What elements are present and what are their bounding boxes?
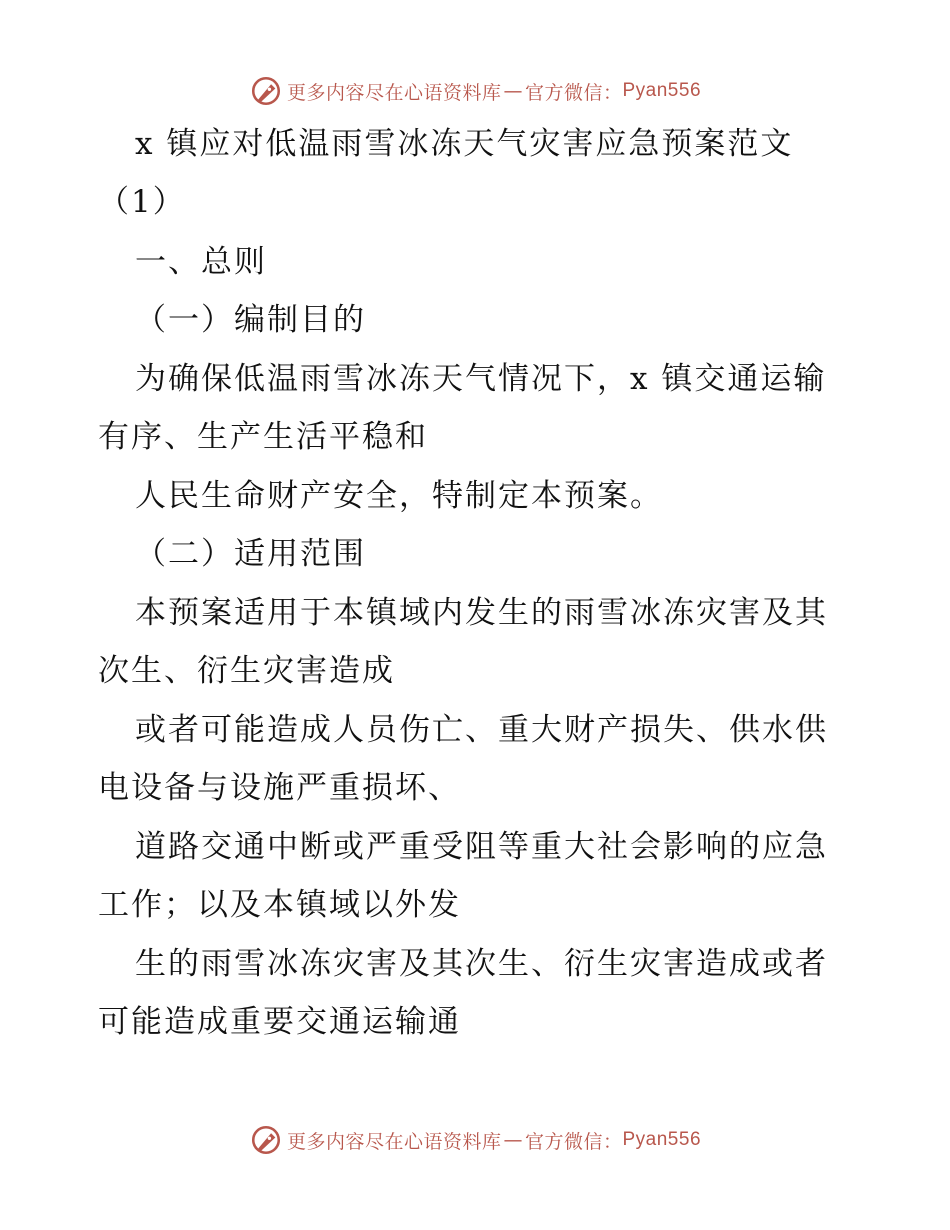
footer-watermark-banner [0, 1120, 950, 1160]
document-title: x 镇应对低温雨雪冰冻天气灾害应急预案范文 [135, 126, 794, 162]
paragraph-line: 有序、生产生活平稳和 [98, 419, 428, 455]
paragraph-line: 或者可能造成人员伤亡、重大财产损失、供水供 [135, 712, 828, 748]
banner-dash: — [503, 1129, 523, 1151]
paragraph-line: 生的雨雪冰冻灾害及其次生、衍生灾害造成或者 [135, 946, 828, 982]
paragraph-line: 工作；以及本镇域以外发 [98, 887, 461, 923]
banner-handle: Pyan556 [622, 1129, 702, 1150]
banner-wechat-label: 官方微信： [524, 81, 623, 104]
section-heading: 一、总则 [135, 244, 267, 280]
banner-text: 更多内容尽在心语资料库 [286, 81, 502, 104]
banner-text: 更多内容尽在心语资料库 [286, 1130, 502, 1153]
subsection-heading: （二）适用范围 [135, 536, 366, 572]
paragraph-line: 道路交通中断或严重受阻等重大社会影响的应急 [135, 829, 828, 865]
header-watermark-banner [0, 71, 950, 111]
banner-dash: — [503, 80, 523, 102]
document-title-continued: （1） [98, 184, 186, 220]
pen-nib-logo-icon [249, 1123, 283, 1157]
paragraph-line: 可能造成重要交通运输通 [98, 1004, 461, 1040]
banner-handle: Pyan556 [622, 80, 702, 101]
paragraph-line: 电设备与设施严重损坏、 [98, 770, 461, 806]
subsection-heading: （一）编制目的 [135, 302, 366, 338]
pen-nib-logo-icon [249, 74, 283, 108]
paragraph-line: 为确保低温雨雪冰冻天气情况下，x 镇交通运输 [135, 361, 827, 397]
paragraph-line: 人民生命财产安全，特制定本预案。 [135, 478, 663, 514]
paragraph-line: 本预案适用于本镇域内发生的雨雪冰冻灾害及其 [135, 595, 828, 631]
banner-wechat-label: 官方微信： [524, 1130, 623, 1153]
paragraph-line: 次生、衍生灾害造成 [98, 653, 395, 689]
